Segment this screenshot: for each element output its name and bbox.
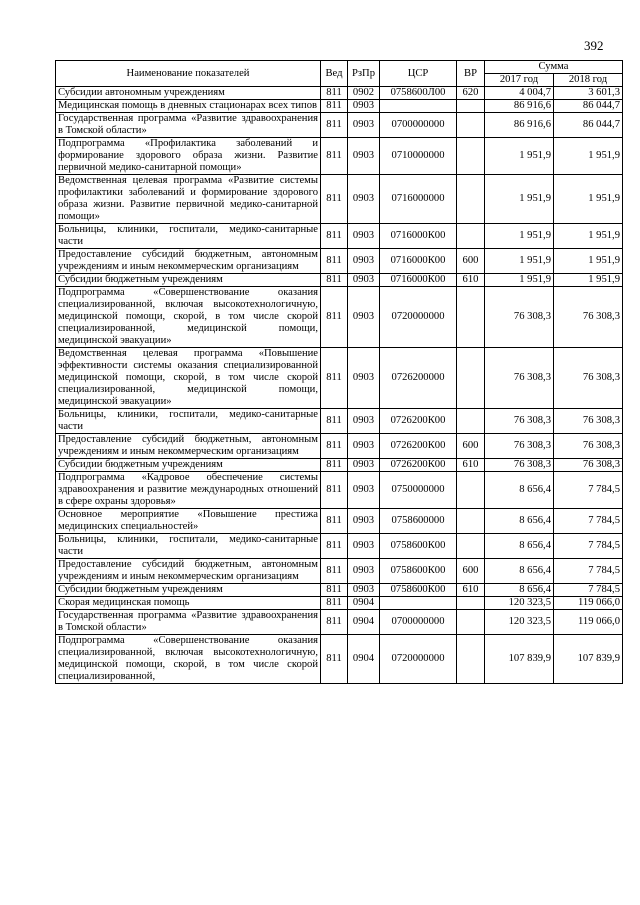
row-amount-2017: 76 308,3 xyxy=(485,434,554,459)
row-amount-2018: 7 784,5 xyxy=(554,584,623,597)
row-amount-2018: 86 044,7 xyxy=(554,113,623,138)
row-amount-2017: 1 951,9 xyxy=(485,224,554,249)
row-vr: 600 xyxy=(457,434,485,459)
row-rzpr: 0903 xyxy=(348,434,380,459)
row-vr xyxy=(457,287,485,348)
row-amount-2017: 86 916,6 xyxy=(485,100,554,113)
row-amount-2018: 76 308,3 xyxy=(554,287,623,348)
row-csr: 0716000000 xyxy=(380,175,457,224)
row-ved: 811 xyxy=(321,175,348,224)
header-name: Наименование показателей xyxy=(56,61,321,87)
row-ved: 811 xyxy=(321,287,348,348)
row-ved: 811 xyxy=(321,274,348,287)
row-vr xyxy=(457,113,485,138)
row-amount-2018: 76 308,3 xyxy=(554,348,623,409)
row-vr xyxy=(457,100,485,113)
table-row xyxy=(56,175,623,224)
row-vr xyxy=(457,472,485,509)
row-amount-2017: 1 951,9 xyxy=(485,274,554,287)
row-name: Государственная программа «Развитие здравоохранения в Томской области» xyxy=(56,610,321,635)
row-rzpr: 0904 xyxy=(348,597,380,610)
table-row xyxy=(56,287,623,348)
header-sum: Сумма xyxy=(485,61,623,74)
table-row xyxy=(56,559,623,584)
row-amount-2017: 107 839,9 xyxy=(485,635,554,684)
row-amount-2018: 119 066,0 xyxy=(554,610,623,635)
row-ved: 811 xyxy=(321,534,348,559)
row-amount-2017: 76 308,3 xyxy=(485,409,554,434)
row-rzpr: 0903 xyxy=(348,348,380,409)
table-row xyxy=(56,113,623,138)
row-amount-2017: 1 951,9 xyxy=(485,249,554,274)
table-row xyxy=(56,249,623,274)
row-vr xyxy=(457,224,485,249)
row-name: Медицинская помощь в дневных стационарах всех типов xyxy=(56,100,321,113)
row-rzpr: 0903 xyxy=(348,287,380,348)
row-csr: 0750000000 xyxy=(380,472,457,509)
row-vr xyxy=(457,610,485,635)
table-row xyxy=(56,534,623,559)
row-csr: 0758600К00 xyxy=(380,584,457,597)
row-ved: 811 xyxy=(321,409,348,434)
row-ved: 811 xyxy=(321,584,348,597)
row-vr xyxy=(457,534,485,559)
row-amount-2017: 120 323,5 xyxy=(485,597,554,610)
row-rzpr: 0904 xyxy=(348,610,380,635)
header-csr: ЦСР xyxy=(380,61,457,87)
row-rzpr: 0903 xyxy=(348,274,380,287)
row-amount-2017: 76 308,3 xyxy=(485,287,554,348)
row-amount-2018: 1 951,9 xyxy=(554,274,623,287)
row-ved: 811 xyxy=(321,113,348,138)
row-amount-2017: 1 951,9 xyxy=(485,175,554,224)
row-ved: 811 xyxy=(321,249,348,274)
row-vr xyxy=(457,409,485,434)
row-rzpr: 0902 xyxy=(348,87,380,100)
row-name: Основное мероприятие «Повышение престижа медицинских специальностей» xyxy=(56,509,321,534)
row-rzpr: 0903 xyxy=(348,113,380,138)
row-vr xyxy=(457,348,485,409)
row-csr: 0726200К00 xyxy=(380,409,457,434)
row-ved: 811 xyxy=(321,348,348,409)
table-row xyxy=(56,472,623,509)
row-ved: 811 xyxy=(321,138,348,175)
row-csr: 0758600К00 xyxy=(380,534,457,559)
row-ved: 811 xyxy=(321,472,348,509)
row-ved: 811 xyxy=(321,635,348,684)
row-name: Предоставление субсидий бюджетным, автономным учреждениям и иным некоммерческим организациям xyxy=(56,249,321,274)
row-csr: 0758600Л00 xyxy=(380,87,457,100)
table-row xyxy=(56,87,623,100)
row-amount-2017: 120 323,5 xyxy=(485,610,554,635)
row-name: Ведомственная целевая программа «Развитие системы профилактики заболеваний и формирование здорового образа жизни. Развитие первичной медико-санитарной помощи» xyxy=(56,175,321,224)
table-row xyxy=(56,274,623,287)
row-csr: 0720000000 xyxy=(380,635,457,684)
row-csr: 0720000000 xyxy=(380,287,457,348)
row-name: Предоставление субсидий бюджетным, автономным учреждениям и иным некоммерческим организациям xyxy=(56,434,321,459)
row-ved: 811 xyxy=(321,224,348,249)
row-csr xyxy=(380,597,457,610)
table-row xyxy=(56,348,623,409)
row-name: Предоставление субсидий бюджетным, автономным учреждениям и иным некоммерческим организациям xyxy=(56,559,321,584)
row-amount-2018: 86 044,7 xyxy=(554,100,623,113)
table-row xyxy=(56,100,623,113)
row-rzpr: 0904 xyxy=(348,635,380,684)
row-name: Подпрограмма «Профилактика заболеваний и формирование здорового образа жизни. Развитие первичной медико-санитарной помощи» xyxy=(56,138,321,175)
header-ved: Вед xyxy=(321,61,348,87)
row-vr xyxy=(457,138,485,175)
row-name: Скорая медицинская помощь xyxy=(56,597,321,610)
row-csr: 0758600К00 xyxy=(380,559,457,584)
row-amount-2017: 1 951,9 xyxy=(485,138,554,175)
row-vr: 610 xyxy=(457,274,485,287)
row-amount-2018: 107 839,9 xyxy=(554,635,623,684)
row-name: Субсидии бюджетным учреждениям xyxy=(56,459,321,472)
row-ved: 811 xyxy=(321,559,348,584)
header-rzpr: РзПр xyxy=(348,61,380,87)
row-name: Субсидии автономным учреждениям xyxy=(56,87,321,100)
row-vr: 610 xyxy=(457,584,485,597)
row-csr: 0716000К00 xyxy=(380,224,457,249)
row-rzpr: 0903 xyxy=(348,249,380,274)
row-csr: 0726200К00 xyxy=(380,434,457,459)
row-name: Больницы, клиники, госпитали, медико-санитарные части xyxy=(56,534,321,559)
row-name: Больницы, клиники, госпитали, медико-санитарные части xyxy=(56,409,321,434)
table-header xyxy=(56,61,623,87)
row-ved: 811 xyxy=(321,597,348,610)
row-ved: 811 xyxy=(321,610,348,635)
row-amount-2017: 8 656,4 xyxy=(485,584,554,597)
row-amount-2018: 7 784,5 xyxy=(554,559,623,584)
table-body xyxy=(56,87,623,684)
row-rzpr: 0903 xyxy=(348,559,380,584)
row-amount-2018: 1 951,9 xyxy=(554,249,623,274)
row-amount-2018: 7 784,5 xyxy=(554,509,623,534)
row-vr: 600 xyxy=(457,249,485,274)
row-name: Государственная программа «Развитие здравоохранения в Томской области» xyxy=(56,113,321,138)
row-vr xyxy=(457,597,485,610)
row-name: Подпрограмма «Совершенствование оказания специализированной, включая высокотехнологичную, медицинской помощи, скорой, в том числе скорой специализированной, xyxy=(56,635,321,684)
table-row xyxy=(56,509,623,534)
row-ved: 811 xyxy=(321,434,348,459)
row-amount-2017: 8 656,4 xyxy=(485,509,554,534)
table-row xyxy=(56,224,623,249)
row-amount-2017: 4 004,7 xyxy=(485,87,554,100)
row-amount-2017: 8 656,4 xyxy=(485,534,554,559)
header-vr: ВР xyxy=(457,61,485,87)
row-rzpr: 0903 xyxy=(348,175,380,224)
budget-table xyxy=(55,60,623,684)
row-ved: 811 xyxy=(321,509,348,534)
row-rzpr: 0903 xyxy=(348,224,380,249)
table-row xyxy=(56,635,623,684)
row-name: Подпрограмма «Кадровое обеспечение системы здравоохранения и развитие международных отношений в сфере охраны здоровья» xyxy=(56,472,321,509)
row-ved: 811 xyxy=(321,100,348,113)
row-vr xyxy=(457,635,485,684)
row-amount-2017: 8 656,4 xyxy=(485,559,554,584)
row-rzpr: 0903 xyxy=(348,138,380,175)
row-amount-2017: 8 656,4 xyxy=(485,472,554,509)
table-row xyxy=(56,584,623,597)
row-csr: 0700000000 xyxy=(380,610,457,635)
table-row xyxy=(56,138,623,175)
row-name: Подпрограмма «Совершенствование оказания специализированной, включая высокотехнологичную, медицинской помощи, скорой, в том числе скорой специализированной, медицинской помощи, медицинской эвакуации» xyxy=(56,287,321,348)
row-csr: 0726200К00 xyxy=(380,459,457,472)
row-vr: 600 xyxy=(457,559,485,584)
row-vr: 610 xyxy=(457,459,485,472)
table-row xyxy=(56,597,623,610)
row-vr xyxy=(457,175,485,224)
row-amount-2018: 76 308,3 xyxy=(554,409,623,434)
row-rzpr: 0903 xyxy=(348,584,380,597)
row-amount-2018: 76 308,3 xyxy=(554,459,623,472)
row-ved: 811 xyxy=(321,459,348,472)
row-amount-2018: 7 784,5 xyxy=(554,472,623,509)
row-csr xyxy=(380,100,457,113)
row-ved: 811 xyxy=(321,87,348,100)
row-amount-2017: 76 308,3 xyxy=(485,459,554,472)
row-amount-2018: 1 951,9 xyxy=(554,175,623,224)
row-name: Субсидии бюджетным учреждениям xyxy=(56,584,321,597)
row-rzpr: 0903 xyxy=(348,100,380,113)
row-rzpr: 0903 xyxy=(348,509,380,534)
row-rzpr: 0903 xyxy=(348,459,380,472)
row-name: Субсидии бюджетным учреждениям xyxy=(56,274,321,287)
table-row xyxy=(56,459,623,472)
row-csr: 0716000К00 xyxy=(380,249,457,274)
row-amount-2018: 1 951,9 xyxy=(554,138,623,175)
row-csr: 0726200000 xyxy=(380,348,457,409)
row-amount-2017: 76 308,3 xyxy=(485,348,554,409)
row-csr: 0700000000 xyxy=(380,113,457,138)
row-rzpr: 0903 xyxy=(348,534,380,559)
row-amount-2018: 1 951,9 xyxy=(554,224,623,249)
row-rzpr: 0903 xyxy=(348,472,380,509)
row-csr: 0710000000 xyxy=(380,138,457,175)
row-name: Ведомственная целевая программа «Повышение эффективности системы оказания специализированной медицинской помощи, скорой, в том числе скорой специализированной, медицинской помощи, медицинской эвакуации» xyxy=(56,348,321,409)
row-csr: 0716000К00 xyxy=(380,274,457,287)
header-year-2017: 2017 год xyxy=(485,74,554,87)
row-amount-2018: 119 066,0 xyxy=(554,597,623,610)
row-amount-2018: 7 784,5 xyxy=(554,534,623,559)
row-vr xyxy=(457,509,485,534)
table-row xyxy=(56,610,623,635)
row-name: Больницы, клиники, госпитали, медико-санитарные части xyxy=(56,224,321,249)
row-amount-2017: 86 916,6 xyxy=(485,113,554,138)
row-vr: 620 xyxy=(457,87,485,100)
row-amount-2018: 3 601,3 xyxy=(554,87,623,100)
row-amount-2018: 76 308,3 xyxy=(554,434,623,459)
table-row xyxy=(56,434,623,459)
header-year-2018: 2018 год xyxy=(554,74,623,87)
row-csr: 0758600000 xyxy=(380,509,457,534)
row-rzpr: 0903 xyxy=(348,409,380,434)
table-row xyxy=(56,409,623,434)
page-number: 392 xyxy=(584,38,604,53)
